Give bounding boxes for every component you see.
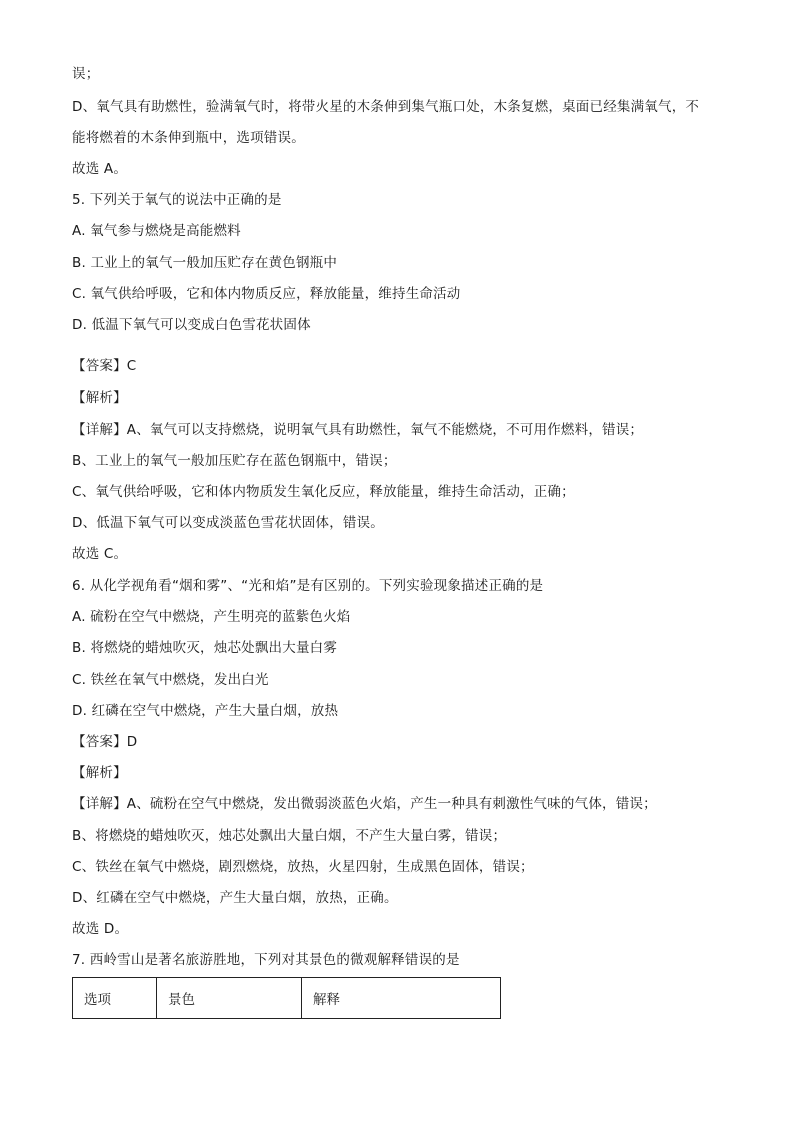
- question-6-stem: 6. 从化学视角看“烟和雾”、“光和焰”是有区别的。下列实验现象描述正确的是: [72, 578, 544, 594]
- text-line: 故选 D。: [72, 921, 129, 937]
- explanation-line: C、氧气供给呼吸，它和体内物质发生氧化反应，释放能量，维持生命活动，正确；: [72, 484, 575, 500]
- option-b: B. 工业上的氧气一般加压贮存在黄色钢瓶中: [72, 255, 338, 271]
- option-c: C. 铁丝在氧气中燃烧，发出白光: [72, 672, 269, 688]
- answer-label: 【答案】C: [72, 358, 137, 374]
- text-line: D、氧气具有助燃性，验满氧气时，将带火星的木条伸到集气瓶口处，木条复燃，桌面已经集满氧气，不: [72, 99, 700, 115]
- question-5-stem: 5. 下列关于氧气的说法中正确的是: [72, 192, 282, 208]
- answer-label: 【答案】D: [72, 734, 138, 750]
- text-line: 能将燃着的木条伸到瓶中，选项错误。: [72, 130, 305, 146]
- explanation-line: D、低温下氧气可以变成淡蓝色雪花状固体，错误。: [72, 515, 384, 531]
- explanation-line: 【详解】A、硫粉在空气中燃烧，发出微弱淡蓝色火焰，产生一种具有刺激性气味的气体，错误；: [72, 796, 657, 812]
- explanation-line: B、将燃烧的蜡烛吹灭，烛芯处飘出大量白烟，不产生大量白雾，错误；: [72, 828, 507, 844]
- table-header-cell: 解释: [302, 978, 501, 1019]
- explanation-line: D、红磷在空气中燃烧，产生大量白烟，放热，正确。: [72, 890, 398, 906]
- option-d: D. 红磷在空气中燃烧，产生大量白烟，放热: [72, 703, 339, 719]
- text-line: 误；: [72, 66, 100, 82]
- explanation-line: B、工业上的氧气一般加压贮存在蓝色钢瓶中，错误；: [72, 453, 397, 469]
- option-a: A. 硫粉在空气中燃烧，产生明亮的蓝紫色火焰: [72, 609, 351, 625]
- option-c: C. 氧气供给呼吸，它和体内物质反应，释放能量，维持生命活动: [72, 286, 461, 302]
- table-header-row: [73, 978, 501, 1019]
- question-7-stem: 7. 西岭雪山是著名旅游胜地，下列对其景色的微观解释错误的是: [72, 952, 460, 968]
- table-header-cell: 景色: [157, 978, 302, 1019]
- text-line: 故选 A。: [72, 161, 128, 177]
- options-table: [72, 977, 501, 1019]
- option-d: D. 低温下氧气可以变成白色雪花状固体: [72, 317, 311, 333]
- text-line: 故选 C。: [72, 546, 128, 562]
- explanation-line: C、铁丝在氧气中燃烧，剧烈燃烧，放热，火星四射，生成黑色固体，错误；: [72, 859, 534, 875]
- option-b: B. 将燃烧的蜡烛吹灭，烛芯处飘出大量白雾: [72, 640, 338, 656]
- analysis-label: 【解析】: [72, 765, 127, 781]
- analysis-label: 【解析】: [72, 390, 127, 406]
- explanation-line: 【详解】A、氧气可以支持燃烧，说明氧气具有助燃性，氧气不能燃烧，不可用作燃料，错误；: [72, 422, 644, 438]
- option-a: A. 氧气参与燃烧是高能燃料: [72, 223, 241, 239]
- table-header-cell: 选项: [73, 978, 157, 1019]
